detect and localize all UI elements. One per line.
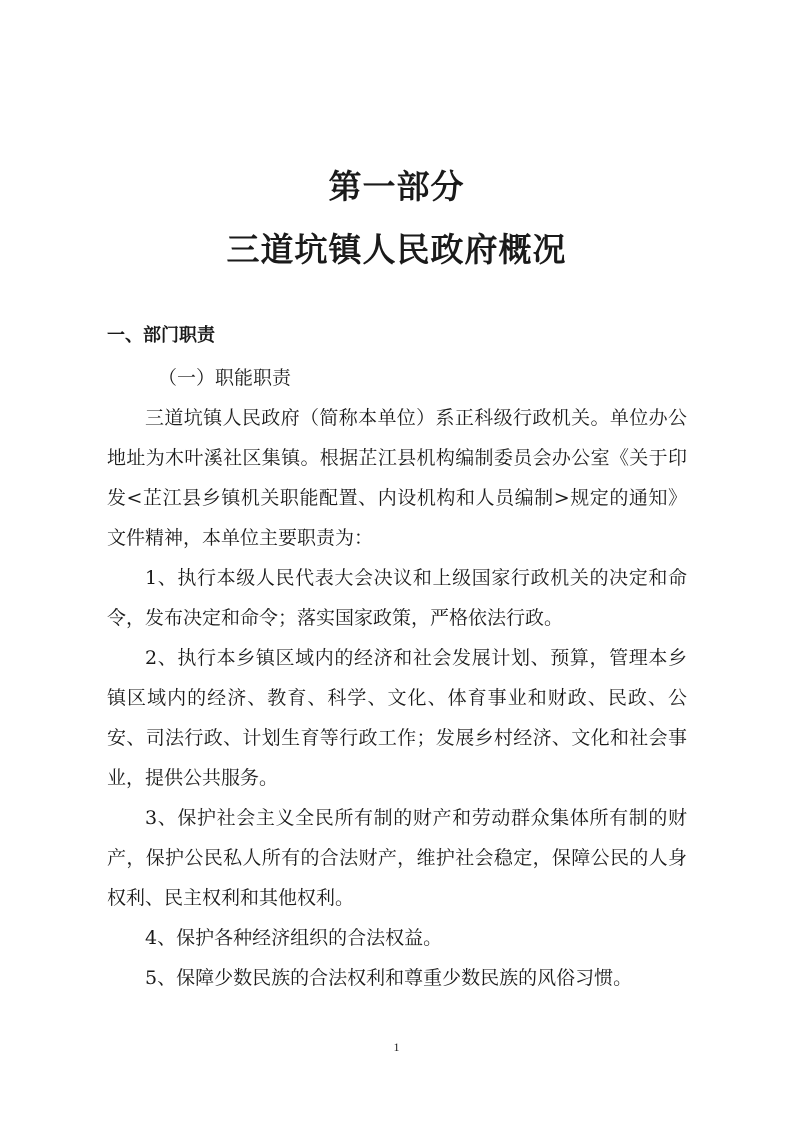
section-heading: 一、部门职责 <box>107 325 215 346</box>
paragraph-text: 4、保护各种经济组织的合法权益。 <box>145 927 443 949</box>
paragraph-duty-1 <box>107 558 687 638</box>
paragraph-text: 3、保护社会主义全民所有制的财产和劳动群众集体所有制的财产，保护公民私人所有的合法财产，维护社会稳定，保障公民的人身权利、民主权利和其他权利。 <box>107 807 687 909</box>
paragraph-duty-4 <box>107 918 687 958</box>
paragraph-duty-2 <box>107 638 687 798</box>
subsection-heading: （一）职能职责 <box>158 367 292 389</box>
paragraph-duty-5 <box>107 958 687 998</box>
paragraph-text: 1、执行本级人民代表大会决议和上级国家行政机关的决定和命令，发布决定和命令；落实国家政策，严格依法行政。 <box>107 567 687 629</box>
paragraph-duty-3 <box>107 798 687 918</box>
paragraph-intro <box>107 398 687 558</box>
page-number: 1 <box>393 1040 400 1054</box>
paragraph-text: 5、保障少数民族的合法权利和尊重少数民族的风俗习惯。 <box>145 967 633 989</box>
part-title: 第一部分 <box>328 167 465 206</box>
document-title: 三道坑镇人民政府概况 <box>226 230 567 269</box>
paragraph-text: 2、执行本乡镇区域内的经济和社会发展计划、预算，管理本乡镇区域内的经济、教育、科学、文化、体育事业和财政、民政、公安、司法行政、计划生育等行政工作；发展乡村经济、文化和社会事业，提供公共服务。 <box>107 647 687 789</box>
paragraph-text: 三道坑镇人民政府（简称本单位）系正科级行政机关。单位办公地址为木叶溪社区集镇。根据芷江县机构编制委员会办公室《关于印发<芷江县乡镇机关职能配置、内设机构和人员编制>规定的通知》文件精神，本单位主要职责为： <box>107 407 687 549</box>
